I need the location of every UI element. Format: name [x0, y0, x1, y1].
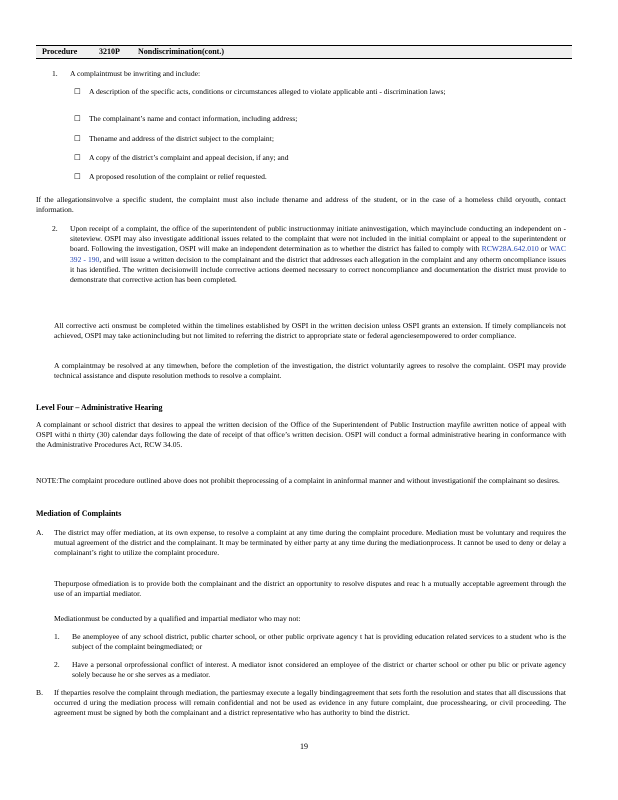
bullet-text: A proposed resolution of the complaint or relief requested. [89, 172, 267, 181]
mediation-heading: Mediation of Complaints [36, 509, 122, 518]
item-1 [52, 69, 572, 79]
checkbox-bullet-icon: ☐ [74, 87, 81, 96]
bullet-item [74, 153, 544, 163]
mediation-conducted-paragraph: Mediationmust be conducted by a qualified and impartial mediator who may not: [54, 614, 301, 623]
homeless-paragraph: If the allegationsinvolve a specific student, the complaint must also include thename and address of the student, or in the case of a homeless child oryouth, contact information. [36, 195, 566, 215]
note-paragraph: NOTE:The complaint procedure outlined above does not prohibit theprocessing of a complaint in aninformal manner and without investigationif the complainant so desires. [36, 476, 560, 485]
mediation-item-a [36, 528, 566, 559]
mediation-item-b [36, 688, 566, 719]
bullet-text: The complainant’s name and contact information, including address; [89, 114, 298, 123]
bullet-item [74, 172, 544, 182]
procedure-label: Procedure [42, 47, 78, 56]
subitem-marker: 1. [54, 632, 60, 641]
mediation-subitem-2 [54, 660, 566, 680]
procedure-number: 3210P [99, 47, 120, 56]
bullet-text: A copy of the district’s complaint and appeal decision, if any; and [89, 153, 289, 162]
wac-link[interactable]: WAC 392 - 190 [70, 244, 566, 264]
bullet-text: Thename and address of the district subject to the complaint; [89, 134, 274, 143]
mediation-purpose-paragraph: Thepurpose ofmediation is to provide both the complainant and the district an opportunity to resolve disputes and reac h a mutually acceptable agreement through the use of an impartial mediator. [54, 579, 566, 599]
level-four-paragraph: A complainant or school district that desires to appeal the written decision of the Office of the Superintendent of Public Instruction mayfile awritten notice of appeal with OSPI withi n thirty (30) calendar days following the date of receipt of that office’s written decision. OSPI will conduct a formal administrative hearing in conformance with the Administrative Procedures Act, RCW 34.05. [36, 420, 566, 450]
procedure-title: Nondiscrimination(cont.) [138, 47, 224, 56]
item-2 [52, 224, 566, 285]
rcw-link[interactable]: RCW28A.642.010 [481, 244, 539, 254]
bullet-item [74, 134, 544, 144]
bullet-text: A description of the specific acts, conditions or circumstances alleged to violate applicable anti - discrimination laws; [89, 87, 446, 96]
item-2-text [70, 224, 566, 285]
item-1-text: A complaintmust be inwriting and include: [70, 69, 201, 78]
subitem-text: Have a personal orprofessional conflict of interest. A mediator isnot considered an employee of the district or charter school or other pu blic or private agency solely because he or she serves as a mediator. [72, 660, 566, 680]
item-2-text-before: Upon receipt of a complaint, the office of the superintendent of public instructionmay initiate aninvestigation, which mayinclude conducting an independent on -siteteview. OSPI may also investigate additional issues related to the complaint that were not included in the initial complaint or appeal to the superintendent or board. Following the investigation, OSPI will make an independent determination as to whether the district has failed to comply with [70, 224, 566, 254]
checkbox-bullet-icon: ☐ [74, 153, 81, 162]
level-four-heading: Level Four – Administrative Hearing [36, 403, 163, 412]
mediation-subitem-1 [54, 632, 566, 652]
checkbox-bullet-icon: ☐ [74, 114, 81, 123]
checkbox-bullet-icon: ☐ [74, 172, 81, 181]
mediation-b-marker: B. [36, 688, 43, 697]
item-2-text-after: , and will issue a written decision to the complainant and the district that addresses each allegation in the complaint and any otherm oncompliance issues it has identified. The written decisionwill include corrective actions deemed necessary to correct noncompliance and documentation the district must provide to demonstrate that corrective action has been completed. [70, 254, 566, 285]
corrective-action-paragraph: All corrective acti onsmust be completed within the timelines established by OSPI in the written decision unless OSPI grants an extension. If timely compliancеis not achieved, OSPI may take actionincluding but not limited to referring the district to appropriate state or federal agenciesempowered to order compliance. [54, 321, 566, 341]
item-1-marker: 1. [52, 69, 58, 78]
procedure-header-bar [36, 45, 572, 59]
page-number: 19 [300, 742, 308, 751]
item-2-or: or [540, 244, 548, 254]
subitem-text: Be anemployee of any school district, public charter school, or other public orprivate agency t hat is providing education related services to a student who is the subject of the complaint beingmediated; or [72, 632, 566, 652]
checkbox-bullet-icon: ☐ [74, 134, 81, 143]
mediation-b-text: If theparties resolve the complaint through mediation, the partiesmay execute a legally bindingagreement that sets forth the resolution and states that all discussions that occurred d uring the mediation process will remain confidential and not be used as evidence in any future complaint, due processhearing, or civil proceeding. The agreement must be signed by both the complainant and a district representative who has authority to bind the district. [54, 688, 566, 718]
bullet-item [74, 114, 544, 124]
bullet-item [74, 87, 544, 97]
mediation-a-marker: A. [36, 528, 44, 537]
mediation-a-text: The district may offer mediation, at its own expense, to resolve a complaint at any time during the complaint procedure. Mediation must be voluntary and requires the mutual agreement of the district and the complainant. It may be terminated by either party at any time during the mediationprocess. It cannot be used to deny or delay a complainant’s right to utilize the complaint procedure. [54, 528, 566, 558]
resolution-paragraph: A complaintmay be resolved at any timewhen, before the completion of the investigation, the district voluntarily agrees to resolve the complaint. OSPI may provide technical assistance and dispute resolution methods to resolve a complaint. [54, 361, 566, 381]
subitem-marker: 2. [54, 660, 60, 669]
item-2-marker: 2. [52, 224, 58, 233]
